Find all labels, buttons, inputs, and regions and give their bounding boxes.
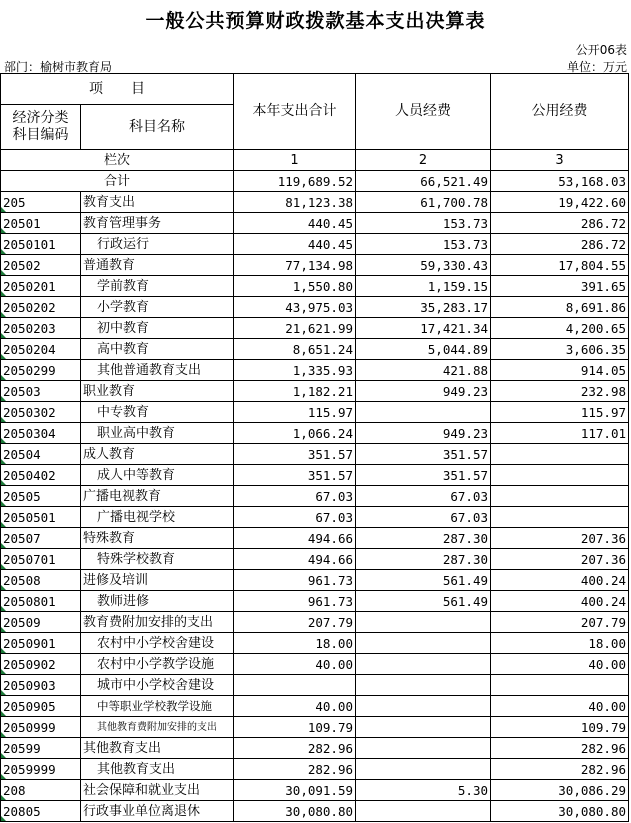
total-amount: 67.03 [234,486,356,507]
table-row [1,381,629,402]
header-code: 经济分类 科目编码 [1,105,81,150]
account-code: 20501 [1,213,81,234]
table-row [1,234,629,255]
header-public: 公用经费 [491,74,629,150]
account-name: 广播电视学校 [81,507,234,528]
personnel-amount [356,801,491,822]
account-code: 20509 [1,612,81,633]
public-amount: 400.24 [491,570,629,591]
table-row [1,318,629,339]
column-number-1: 1 [234,150,356,171]
total-amount: 115.97 [234,402,356,423]
table-row [1,465,629,486]
personnel-amount [356,696,491,717]
total-amount: 282.96 [234,738,356,759]
total-amount: 30,080.80 [234,801,356,822]
account-name: 教师进修 [81,591,234,612]
account-name: 其他教育支出 [81,759,234,780]
public-amount: 4,200.65 [491,318,629,339]
personnel-amount: 287.30 [356,549,491,570]
account-name: 教育支出 [81,192,234,213]
account-code: 2050701 [1,549,81,570]
personnel-amount [356,612,491,633]
public-amount: 232.98 [491,381,629,402]
table-row [1,171,629,192]
public-amount: 117.01 [491,423,629,444]
table-row [1,759,629,780]
table-row [1,696,629,717]
table-row [1,339,629,360]
personnel-amount [356,402,491,423]
public-amount: 286.72 [491,234,629,255]
total-amount: 40.00 [234,696,356,717]
account-code: 20505 [1,486,81,507]
account-name: 中专教育 [81,402,234,423]
public-amount: 914.05 [491,360,629,381]
public-amount: 19,422.60 [491,192,629,213]
total-amount: 8,651.24 [234,339,356,360]
account-name: 普通教育 [81,255,234,276]
table-row [1,444,629,465]
account-name: 城市中小学校舍建设 [81,675,234,696]
personnel-amount: 949.23 [356,423,491,444]
account-name: 农村中小学教学设施 [81,654,234,675]
total-amount: 18.00 [234,633,356,654]
public-amount: 207.79 [491,612,629,633]
account-code: 20504 [1,444,81,465]
personnel-amount: 61,700.78 [356,192,491,213]
total-amount: 207.79 [234,612,356,633]
line-number-label: 栏次 [1,150,234,171]
table-row [1,360,629,381]
total-amount: 77,134.98 [234,255,356,276]
account-code: 2059999 [1,759,81,780]
account-name: 农村中小学校舍建设 [81,633,234,654]
personnel-amount: 949.23 [356,381,491,402]
personnel-amount: 35,283.17 [356,297,491,318]
public-amount: 109.79 [491,717,629,738]
table-row [1,780,629,801]
total-amount: 494.66 [234,528,356,549]
total-amount: 282.96 [234,759,356,780]
personnel-amount: 67.03 [356,486,491,507]
account-name: 教育费附加安排的支出 [81,612,234,633]
total-amount: 440.45 [234,213,356,234]
table-row [1,297,629,318]
table-row [1,213,629,234]
table-row [1,507,629,528]
personnel-amount: 153.73 [356,213,491,234]
personnel-amount: 561.49 [356,570,491,591]
account-name: 学前教育 [81,276,234,297]
total-amount: 961.73 [234,591,356,612]
table-row [1,801,629,822]
account-name: 社会保障和就业支出 [81,780,234,801]
public-amount: 17,804.55 [491,255,629,276]
table-row [1,591,629,612]
personnel-amount: 17,421.34 [356,318,491,339]
account-name: 职业高中教育 [81,423,234,444]
account-name: 行政运行 [81,234,234,255]
public-amount [491,486,629,507]
account-name: 小学教育 [81,297,234,318]
total-amount: 351.57 [234,465,356,486]
account-code: 2050202 [1,297,81,318]
account-code: 2050299 [1,360,81,381]
public-amount: 40.00 [491,654,629,675]
personnel-amount: 421.88 [356,360,491,381]
account-name: 广播电视教育 [81,486,234,507]
account-name: 成人教育 [81,444,234,465]
total-amount: 351.57 [234,444,356,465]
table-row [1,402,629,423]
public-amount: 30,086.29 [491,780,629,801]
total-amount: 30,091.59 [234,780,356,801]
account-code: 2050101 [1,234,81,255]
account-code: 2050905 [1,696,81,717]
account-name: 特殊学校教育 [81,549,234,570]
personnel-amount: 287.30 [356,528,491,549]
account-code: 205 [1,192,81,213]
account-code: 20805 [1,801,81,822]
account-name: 成人中等教育 [81,465,234,486]
column-number-2: 2 [356,150,491,171]
account-code: 2050203 [1,318,81,339]
personnel-amount: 153.73 [356,234,491,255]
total-label: 合计 [1,171,234,192]
public-amount: 282.96 [491,738,629,759]
report-title: 一般公共预算财政拨款基本支出决算表 [145,10,486,32]
table-row [1,528,629,549]
account-code: 20508 [1,570,81,591]
table-row [1,255,629,276]
total-amount: 494.66 [234,549,356,570]
public-amount [491,444,629,465]
column-number-3: 3 [491,150,629,171]
personnel-amount: 5,044.89 [356,339,491,360]
account-code: 20503 [1,381,81,402]
expenditure-table [0,73,629,822]
account-code: 2050304 [1,423,81,444]
account-code: 2050901 [1,633,81,654]
personnel-amount: 5.30 [356,780,491,801]
account-name: 其他普通教育支出 [81,360,234,381]
public-amount: 400.24 [491,591,629,612]
header-item: 项 目 [1,74,234,105]
public-amount: 115.97 [491,402,629,423]
account-name: 进修及培训 [81,570,234,591]
total-amount: 67.03 [234,507,356,528]
total-amount [234,675,356,696]
personnel-amount [356,675,491,696]
public-amount: 40.00 [491,696,629,717]
account-name: 初中教育 [81,318,234,339]
total-amount: 109.79 [234,717,356,738]
public-amount: 286.72 [491,213,629,234]
public-amount: 391.65 [491,276,629,297]
account-code: 20599 [1,738,81,759]
public-amount: 30,080.80 [491,801,629,822]
table-row [1,612,629,633]
account-code: 20507 [1,528,81,549]
table-row [1,549,629,570]
personnel-amount: 561.49 [356,591,491,612]
account-name: 职业教育 [81,381,234,402]
total-amount: 43,975.03 [234,297,356,318]
account-code: 2050204 [1,339,81,360]
account-code: 2050201 [1,276,81,297]
table-row [1,654,629,675]
unit-label: 单位：万元 [566,60,627,74]
header-personnel: 人员经费 [356,74,491,150]
account-name: 行政事业单位离退休 [81,801,234,822]
account-name: 教育管理事务 [81,213,234,234]
account-code: 2050801 [1,591,81,612]
account-code: 2050501 [1,507,81,528]
table-row [1,276,629,297]
public-amount: 207.36 [491,528,629,549]
total-amount: 40.00 [234,654,356,675]
personnel-amount [356,738,491,759]
account-code: 2050402 [1,465,81,486]
total-amount: 1,550.80 [234,276,356,297]
table-row [1,738,629,759]
public-amount [491,507,629,528]
table-row [1,717,629,738]
personnel-amount [356,633,491,654]
account-name: 其他教育费附加安排的支出 [81,717,234,738]
header-name: 科目名称 [81,105,234,150]
total-amount: 1,066.24 [234,423,356,444]
account-name: 其他教育支出 [81,738,234,759]
account-code: 20502 [1,255,81,276]
table-row [1,486,629,507]
total-amount: 119,689.52 [234,171,356,192]
public-amount: 18.00 [491,633,629,654]
total-amount: 21,621.99 [234,318,356,339]
public-amount: 3,606.35 [491,339,629,360]
account-code: 2050902 [1,654,81,675]
personnel-amount: 1,159.15 [356,276,491,297]
total-amount: 961.73 [234,570,356,591]
table-row [1,633,629,654]
account-code: 2050302 [1,402,81,423]
account-code: 208 [1,780,81,801]
personnel-amount: 67.03 [356,507,491,528]
department-label: 部门：榆树市教育局 [4,60,113,74]
account-name: 中等职业学校教学设施 [81,696,234,717]
table-row [1,675,629,696]
header-total: 本年支出合计 [234,74,356,150]
account-name: 高中教育 [81,339,234,360]
total-amount: 1,182.21 [234,381,356,402]
account-code: 2050999 [1,717,81,738]
total-amount: 1,335.93 [234,360,356,381]
personnel-amount: 59,330.43 [356,255,491,276]
personnel-amount: 66,521.49 [356,171,491,192]
total-amount: 81,123.38 [234,192,356,213]
table-row [1,192,629,213]
account-name: 特殊教育 [81,528,234,549]
public-amount: 207.36 [491,549,629,570]
table-row [1,423,629,444]
public-amount: 282.96 [491,759,629,780]
public-amount [491,675,629,696]
personnel-amount [356,759,491,780]
personnel-amount [356,654,491,675]
personnel-amount [356,717,491,738]
public-amount: 8,691.86 [491,297,629,318]
total-amount: 440.45 [234,234,356,255]
public-amount: 53,168.03 [491,171,629,192]
form-number: 公开06表 [575,43,627,57]
personnel-amount: 351.57 [356,444,491,465]
public-amount [491,465,629,486]
account-code: 2050903 [1,675,81,696]
personnel-amount: 351.57 [356,465,491,486]
table-row [1,570,629,591]
